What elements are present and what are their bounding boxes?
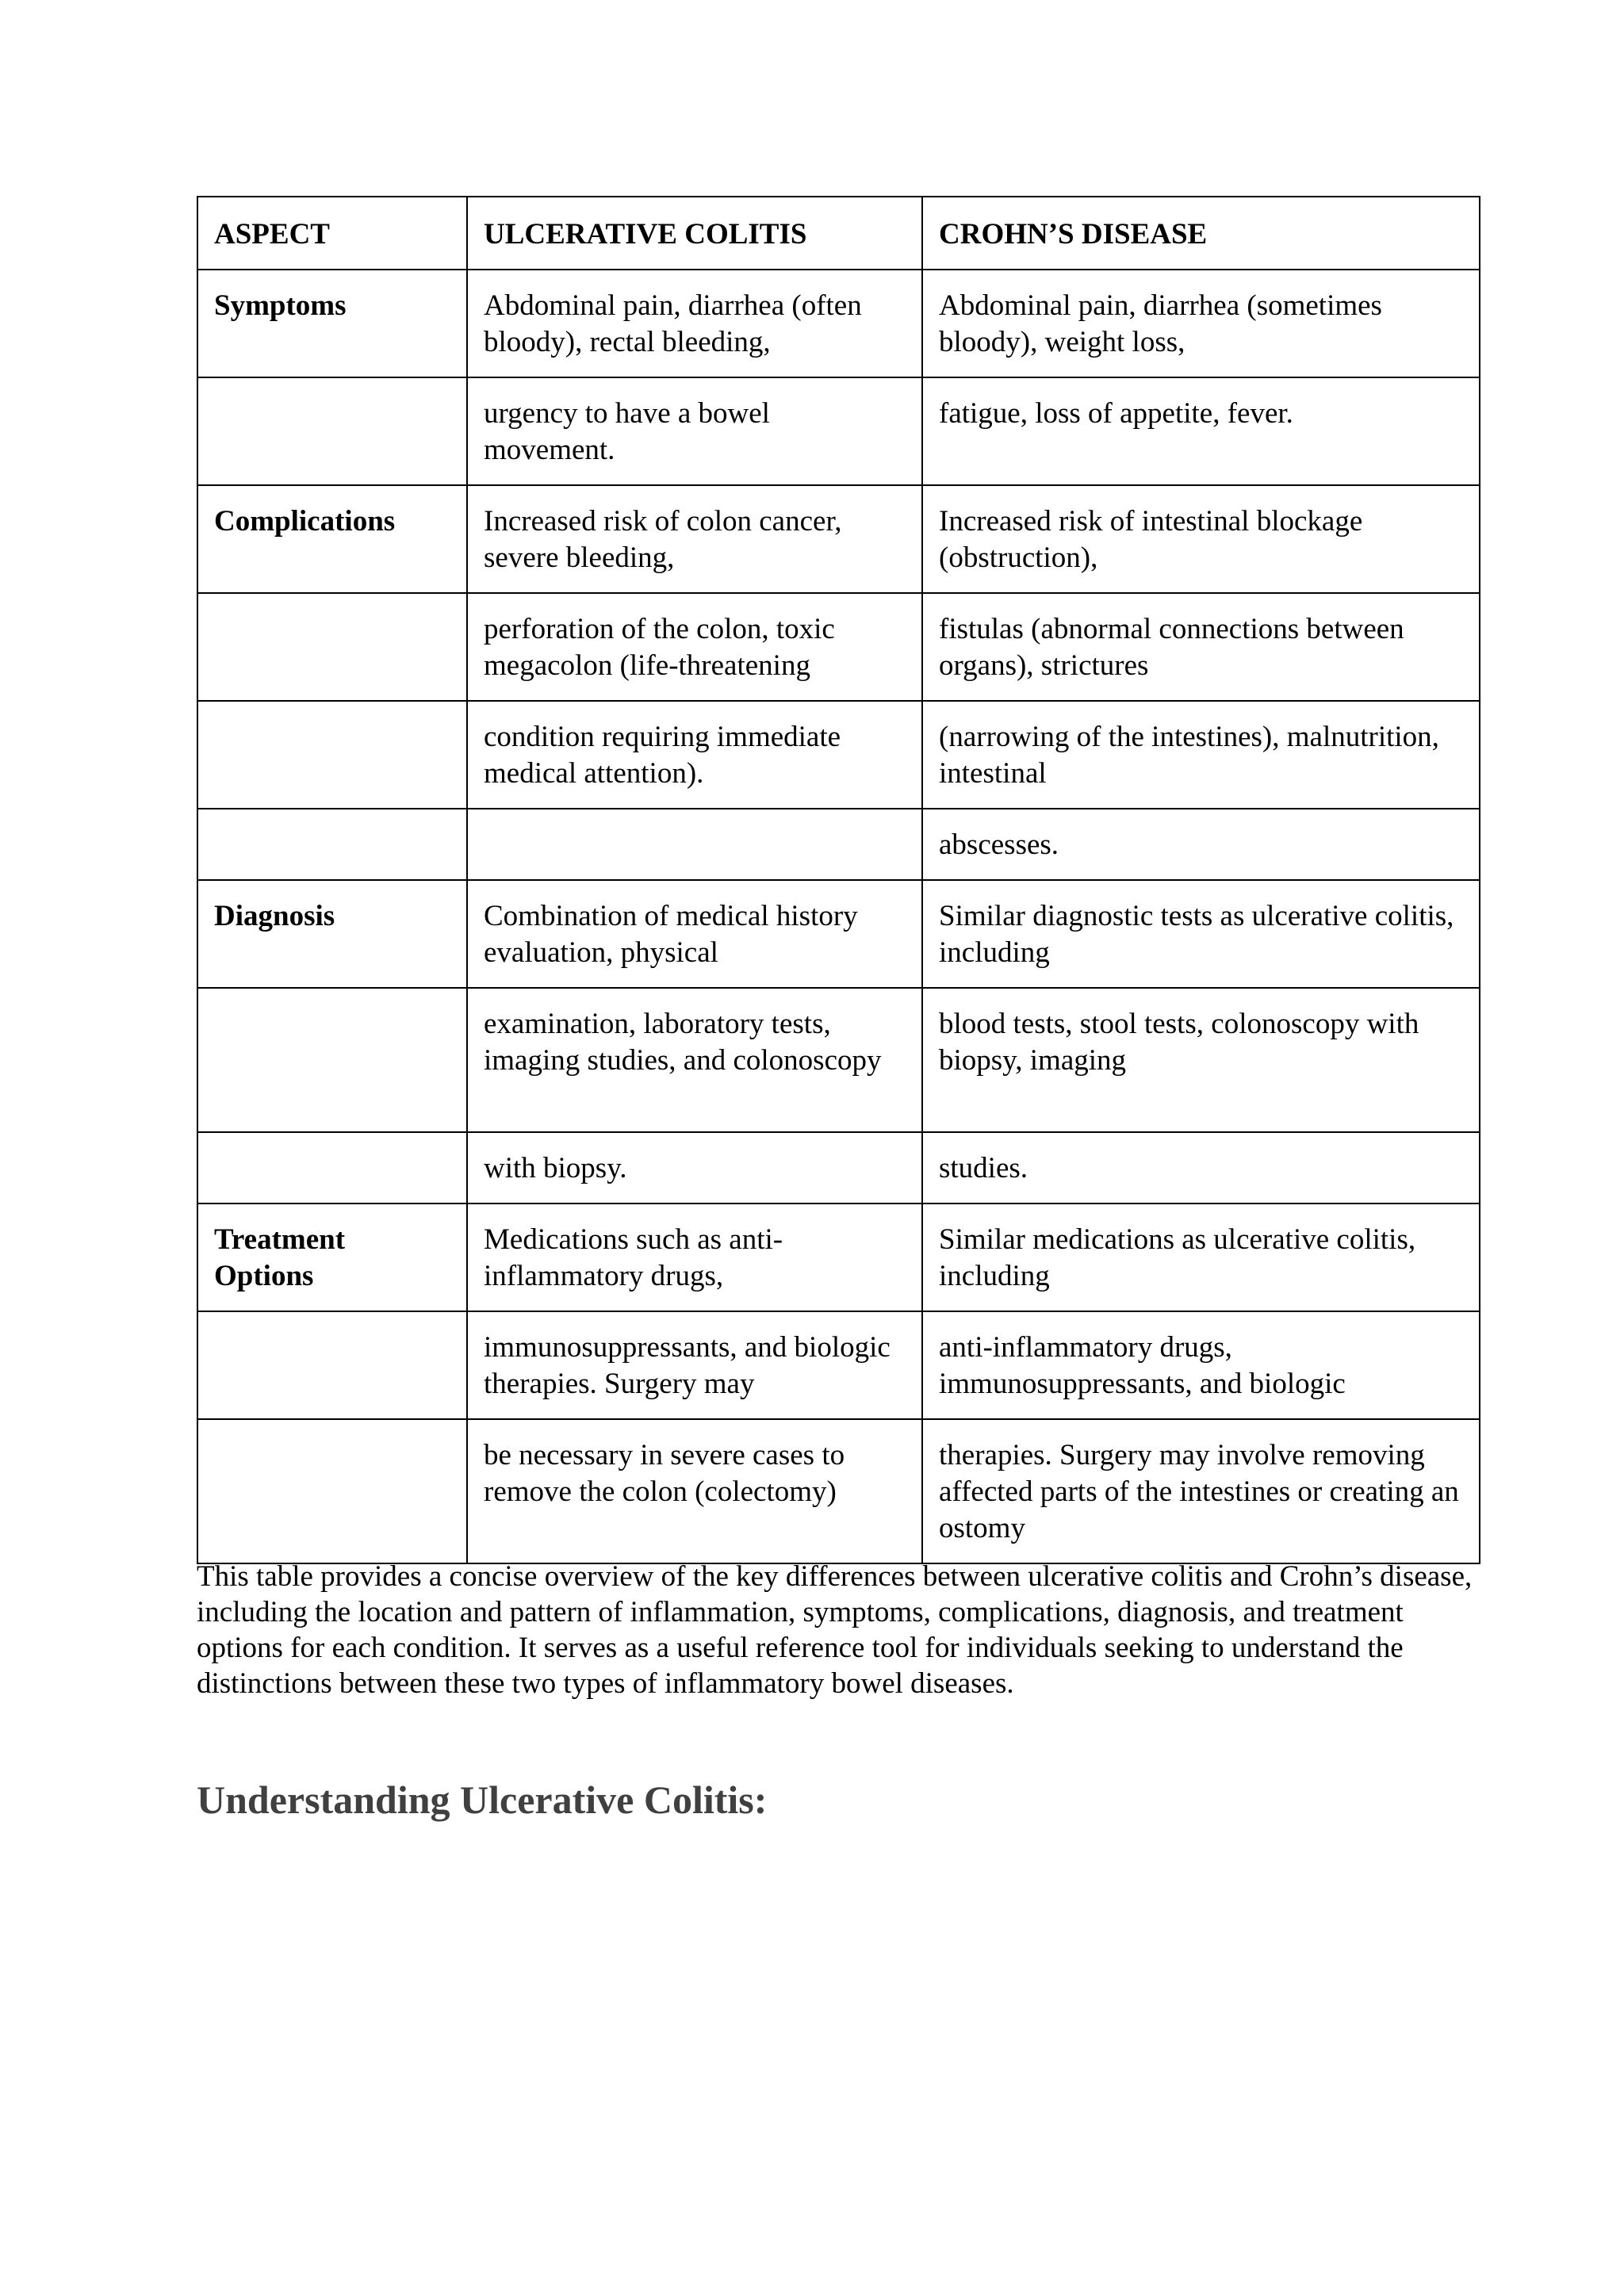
table-row (197, 701, 1480, 809)
cd-cell: Similar medications as ulcerative colitis, including (922, 1203, 1480, 1311)
aspect-cell: Diagnosis (197, 880, 467, 988)
table-header-row (197, 197, 1480, 270)
header-aspect: ASPECT (197, 197, 467, 270)
table-row (197, 988, 1480, 1132)
table-row (197, 485, 1480, 593)
cd-cell: Similar diagnostic tests as ulcerative colitis, including (922, 880, 1480, 988)
uc-cell: Medications such as anti-inflammatory drugs, (467, 1203, 922, 1311)
uc-cell: be necessary in severe cases to remove the colon (colectomy) (467, 1419, 922, 1563)
table-row (197, 1419, 1480, 1563)
cd-cell: anti-inflammatory drugs, immunosuppressants, and biologic (922, 1311, 1480, 1419)
aspect-cell (197, 988, 467, 1132)
table-row (197, 880, 1480, 988)
aspect-cell (197, 593, 467, 701)
uc-cell: examination, laboratory tests, imaging studies, and colonoscopy (467, 988, 922, 1132)
section-heading: Understanding Ulcerative Colitis: (197, 1777, 768, 1822)
aspect-cell (197, 1132, 467, 1203)
aspect-cell (197, 1419, 467, 1563)
aspect-cell (197, 377, 467, 485)
aspect-cell (197, 701, 467, 809)
table-row (197, 270, 1480, 377)
cd-cell: abscesses. (922, 809, 1480, 880)
uc-cell: with biopsy. (467, 1132, 922, 1203)
aspect-cell (197, 1311, 467, 1419)
comparison-table (197, 196, 1480, 1564)
aspect-cell: Complications (197, 485, 467, 593)
table-row (197, 377, 1480, 485)
uc-cell: Abdominal pain, diarrhea (often bloody), rectal bleeding, (467, 270, 922, 377)
table-row (197, 809, 1480, 880)
uc-cell: condition requiring immediate medical attention). (467, 701, 922, 809)
uc-cell (467, 809, 922, 880)
aspect-cell (197, 809, 467, 880)
cd-cell: Abdominal pain, diarrhea (sometimes bloody), weight loss, (922, 270, 1480, 377)
table-row (197, 1203, 1480, 1311)
cd-cell: therapies. Surgery may involve removing affected parts of the intestines or creating an ostomy (922, 1419, 1480, 1563)
uc-cell: urgency to have a bowel movement. (467, 377, 922, 485)
cd-cell: fistulas (abnormal connections between organs), strictures (922, 593, 1480, 701)
uc-cell: Combination of medical history evaluation, physical (467, 880, 922, 988)
aspect-cell: Treatment Options (197, 1203, 467, 1311)
cd-cell: blood tests, stool tests, colonoscopy with biopsy, imaging (922, 988, 1480, 1132)
table-row (197, 1132, 1480, 1203)
aspect-cell: Symptoms (197, 270, 467, 377)
table-row (197, 1311, 1480, 1419)
cd-cell: studies. (922, 1132, 1480, 1203)
summary-paragraph: This table provides a concise overview of the key differences between ulcerative colitis and Crohn’s disease, including the location and pattern of inflammation, symptoms, complications, diagnosis, and treatment options for each condition. It serves as a useful reference tool for individuals seeking to understand the distinctions between these two types of inflammatory bowel diseases. (197, 1560, 1473, 1700)
cd-cell: (narrowing of the intestines), malnutrition, intestinal (922, 701, 1480, 809)
table-row (197, 593, 1480, 701)
cd-cell: Increased risk of intestinal blockage (obstruction), (922, 485, 1480, 593)
header-crohns-disease: CROHN’S DISEASE (922, 197, 1480, 270)
header-ulcerative-colitis: ULCERATIVE COLITIS (467, 197, 922, 270)
uc-cell: perforation of the colon, toxic megacolon (life-threatening (467, 593, 922, 701)
uc-cell: immunosuppressants, and biologic therapies. Surgery may (467, 1311, 922, 1419)
uc-cell: Increased risk of colon cancer, severe bleeding, (467, 485, 922, 593)
cd-cell: fatigue, loss of appetite, fever. (922, 377, 1480, 485)
